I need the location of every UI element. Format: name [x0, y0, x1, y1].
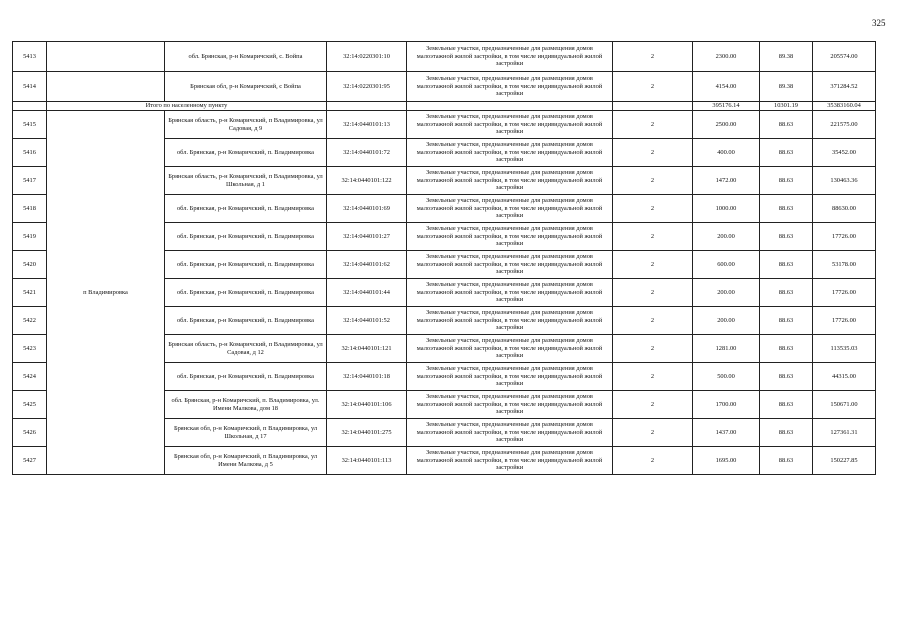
cadastral-cell: 32:14:0440101:106 [327, 391, 407, 419]
group-cell: 2 [613, 363, 693, 391]
row-id: 5416 [13, 139, 47, 167]
area-cell: 400.00 [693, 139, 760, 167]
rate-cell: 88.63 [760, 167, 813, 195]
value-cell: 17726.00 [813, 223, 876, 251]
cadastral-cell: 32:14:0440101:122 [327, 167, 407, 195]
cadastral-cell: 32:14:0440101:113 [327, 447, 407, 475]
row-id: 5415 [13, 111, 47, 139]
rate-cell: 88.63 [760, 363, 813, 391]
group-cell [613, 102, 693, 111]
row-id: 5413 [13, 42, 47, 72]
value-cell: 127361.31 [813, 419, 876, 447]
table-row [13, 72, 876, 102]
value-cell: 150671.00 [813, 391, 876, 419]
group-cell: 2 [613, 419, 693, 447]
row-id: 5417 [13, 167, 47, 195]
rate-cell: 88.63 [760, 391, 813, 419]
cadastral-cell: 32:14:0440101:13 [327, 111, 407, 139]
village-cell [47, 42, 165, 72]
row-id: 5427 [13, 447, 47, 475]
address-cell: Брянская обл, р-н Комаричский, с Войпа [165, 72, 327, 102]
rate-cell: 88.63 [760, 447, 813, 475]
address-cell: обл. Брянская, р-н Комаричский, п. Владимировка [165, 139, 327, 167]
area-cell: 4154.00 [693, 72, 760, 102]
value-cell: 113535.03 [813, 335, 876, 363]
category-cell: Земельные участки, предназначенные для размещения домов малоэтажной жилой застройки, в том числе индивидуальной жилой застройки [407, 42, 613, 72]
row-id: 5419 [13, 223, 47, 251]
area-cell: 1437.00 [693, 419, 760, 447]
rate-cell: 88.63 [760, 111, 813, 139]
category-cell: Земельные участки, предназначенные для размещения домов малоэтажной жилой застройки, в том числе индивидуальной жилой застройки [407, 279, 613, 307]
category-cell: Земельные участки, предназначенные для размещения домов малоэтажной жилой застройки, в том числе индивидуальной жилой застройки [407, 223, 613, 251]
address-cell: Брянская обл, р-н Комаричский, п Владимировка, ул Школьная, д 17 [165, 419, 327, 447]
rate-cell: 88.63 [760, 307, 813, 335]
row-id: 5414 [13, 72, 47, 102]
value-cell: 53178.00 [813, 251, 876, 279]
category-cell: Земельные участки, предназначенные для размещения домов малоэтажной жилой застройки, в том числе индивидуальной жилой застройки [407, 391, 613, 419]
area-cell: 1695.00 [693, 447, 760, 475]
table-body [13, 42, 876, 475]
group-cell: 2 [613, 335, 693, 363]
value-cell: 44315.00 [813, 363, 876, 391]
category-cell: Земельные участки, предназначенные для размещения домов малоэтажной жилой застройки, в том числе индивидуальной жилой застройки [407, 447, 613, 475]
value-cell: 205574.00 [813, 42, 876, 72]
group-cell: 2 [613, 167, 693, 195]
rate-cell: 89.38 [760, 72, 813, 102]
category-cell: Земельные участки, предназначенные для размещения домов малоэтажной жилой застройки, в том числе индивидуальной жилой застройки [407, 419, 613, 447]
cadastral-cell: 32:14:0440101:275 [327, 419, 407, 447]
category-cell: Земельные участки, предназначенные для размещения домов малоэтажной жилой застройки, в том числе индивидуальной жилой застройки [407, 195, 613, 223]
row-id: 5421 [13, 279, 47, 307]
cadastral-cell: 32:14:0440101:52 [327, 307, 407, 335]
row-id: 5422 [13, 307, 47, 335]
area-cell: 2300.00 [693, 42, 760, 72]
rate-cell: 88.63 [760, 195, 813, 223]
village-cell: п Владимировка [47, 111, 165, 475]
group-cell: 2 [613, 307, 693, 335]
category-cell [407, 102, 613, 111]
cadastral-cell: 32:14:0440101:121 [327, 335, 407, 363]
cadastral-cell [327, 102, 407, 111]
area-cell: 600.00 [693, 251, 760, 279]
category-cell: Земельные участки, предназначенные для размещения домов малоэтажной жилой застройки, в том числе индивидуальной жилой застройки [407, 335, 613, 363]
row-id [13, 102, 47, 111]
row-id: 5418 [13, 195, 47, 223]
total-label: Итого по населенному пункту [47, 102, 327, 111]
value-cell: 88630.00 [813, 195, 876, 223]
total-value: 35383160.04 [813, 102, 876, 111]
address-cell: обл. Брянская, р-н Комаричский, п. Владимировка [165, 251, 327, 279]
rate-cell: 88.63 [760, 419, 813, 447]
group-cell: 2 [613, 391, 693, 419]
address-cell: обл. Брянская, р-н Комаричский, п. Владимировка [165, 223, 327, 251]
cadastral-cell: 32:14:0440101:72 [327, 139, 407, 167]
area-cell: 1700.00 [693, 391, 760, 419]
area-cell: 500.00 [693, 363, 760, 391]
rate-cell: 88.63 [760, 251, 813, 279]
address-cell: обл. Брянская, р-н Комаричский, п. Владимировка [165, 307, 327, 335]
value-cell: 371284.52 [813, 72, 876, 102]
area-cell: 1472.00 [693, 167, 760, 195]
value-cell: 221575.00 [813, 111, 876, 139]
cadastral-cell: 32:14:0220301:10 [327, 42, 407, 72]
address-cell: Брянская обл, р-н Комаричский, п Владимировка, ул Имени Малкова, д 5 [165, 447, 327, 475]
row-id: 5423 [13, 335, 47, 363]
address-cell: обл. Брянская, р-н Комаричский, п. Владимировка, ул. Имени Малкова, дом 18 [165, 391, 327, 419]
rate-cell: 88.63 [760, 139, 813, 167]
category-cell: Земельные участки, предназначенные для размещения домов малоэтажной жилой застройки, в том числе индивидуальной жилой застройки [407, 72, 613, 102]
group-cell: 2 [613, 111, 693, 139]
row-id: 5425 [13, 391, 47, 419]
rate-cell: 88.63 [760, 279, 813, 307]
land-register-table [12, 41, 876, 475]
total-rate: 10301.19 [760, 102, 813, 111]
group-cell: 2 [613, 72, 693, 102]
group-cell: 2 [613, 139, 693, 167]
cadastral-cell: 32:14:0440101:18 [327, 363, 407, 391]
value-cell: 35452.00 [813, 139, 876, 167]
total-row [13, 102, 876, 111]
address-cell: обл. Брянская, р-н Комаричский, п. Владимировка [165, 195, 327, 223]
row-id: 5424 [13, 363, 47, 391]
value-cell: 17726.00 [813, 279, 876, 307]
table-row [13, 42, 876, 72]
village-cell [47, 72, 165, 102]
group-cell: 2 [613, 42, 693, 72]
group-cell: 2 [613, 195, 693, 223]
rate-cell: 88.63 [760, 335, 813, 363]
group-cell: 2 [613, 279, 693, 307]
area-cell: 1281.00 [693, 335, 760, 363]
cadastral-cell: 32:14:0440101:69 [327, 195, 407, 223]
area-cell: 200.00 [693, 279, 760, 307]
row-id: 5420 [13, 251, 47, 279]
cadastral-cell: 32:14:0440101:44 [327, 279, 407, 307]
value-cell: 150227.85 [813, 447, 876, 475]
category-cell: Земельные участки, предназначенные для размещения домов малоэтажной жилой застройки, в том числе индивидуальной жилой застройки [407, 251, 613, 279]
area-cell: 1000.00 [693, 195, 760, 223]
table-row [13, 111, 876, 139]
category-cell: Земельные участки, предназначенные для размещения домов малоэтажной жилой застройки, в том числе индивидуальной жилой застройки [407, 139, 613, 167]
address-cell: обл. Брянская, р-н Комаричский, п. Владимировка [165, 363, 327, 391]
group-cell: 2 [613, 447, 693, 475]
area-cell: 200.00 [693, 307, 760, 335]
address-cell: обл. Брянская, р-н Комаричский, п. Владимировка [165, 279, 327, 307]
category-cell: Земельные участки, предназначенные для размещения домов малоэтажной жилой застройки, в том числе индивидуальной жилой застройки [407, 363, 613, 391]
page-number: 325 [872, 18, 886, 28]
area-cell: 2500.00 [693, 111, 760, 139]
address-cell: обл. Брянская, р-н Комаричский, с. Войпа [165, 42, 327, 72]
area-cell: 200.00 [693, 223, 760, 251]
total-area: 395176.14 [693, 102, 760, 111]
address-cell: Брянская область, р-н Комаричский, п Владимировка, ул Садовая, д 12 [165, 335, 327, 363]
rate-cell: 89.38 [760, 42, 813, 72]
value-cell: 17726.00 [813, 307, 876, 335]
rate-cell: 88.63 [760, 223, 813, 251]
row-id: 5426 [13, 419, 47, 447]
value-cell: 130463.36 [813, 167, 876, 195]
cadastral-cell: 32:14:0440101:62 [327, 251, 407, 279]
cadastral-cell: 32:14:0440101:27 [327, 223, 407, 251]
group-cell: 2 [613, 251, 693, 279]
group-cell: 2 [613, 223, 693, 251]
category-cell: Земельные участки, предназначенные для размещения домов малоэтажной жилой застройки, в том числе индивидуальной жилой застройки [407, 167, 613, 195]
category-cell: Земельные участки, предназначенные для размещения домов малоэтажной жилой застройки, в том числе индивидуальной жилой застройки [407, 111, 613, 139]
address-cell: Брянская область, р-н Комаричский, п Владимировка, ул Садовая, д 9 [165, 111, 327, 139]
address-cell: Брянская область, р-н Комаричский, п Владимировка, ул Школьная, д 1 [165, 167, 327, 195]
cadastral-cell: 32:14:0220301:95 [327, 72, 407, 102]
category-cell: Земельные участки, предназначенные для размещения домов малоэтажной жилой застройки, в том числе индивидуальной жилой застройки [407, 307, 613, 335]
